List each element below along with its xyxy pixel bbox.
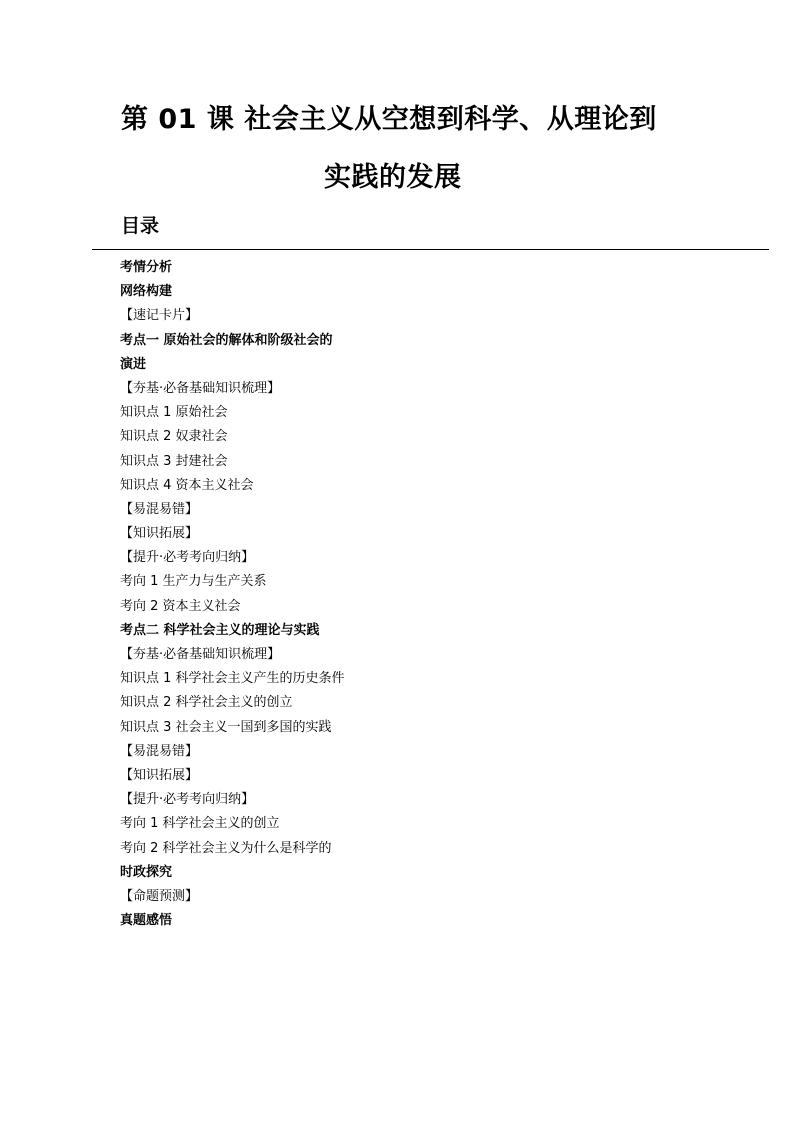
toc-item[interactable]: 【易混易错】 [120,743,199,759]
toc-item[interactable]: 【提升·必考考向归纳】 [120,550,255,566]
toc-item[interactable]: 知识点 2 奴隶社会 [120,429,228,445]
toc-item[interactable]: 时政探究 [120,864,173,880]
toc-item[interactable]: 【提升·必考考向归纳】 [120,792,255,808]
toc-item[interactable]: 【知识拓展】 [120,767,199,783]
toc-item[interactable]: 知识点 3 封建社会 [120,453,228,469]
toc-item[interactable]: 知识点 3 社会主义一国到多国的实践 [120,719,332,735]
toc-item[interactable]: 真题感悟 [120,913,173,929]
toc-item[interactable]: 演进 [120,356,147,372]
toc-item[interactable]: 【知识拓展】 [120,526,199,542]
toc-item[interactable]: 【夯基·必备基础知识梳理】 [120,380,281,396]
toc-list [120,256,345,933]
toc-item[interactable]: 知识点 1 科学社会主义产生的历史条件 [120,671,345,687]
toc-item[interactable]: 考向 2 资本主义社会 [120,598,241,614]
toc-item[interactable]: 知识点 4 资本主义社会 [120,477,254,493]
document-title-line-2: 实践的发展 [324,162,462,193]
toc-item[interactable]: 考向 1 科学社会主义的创立 [120,816,280,832]
toc-item[interactable]: 知识点 1 原始社会 [120,405,228,421]
toc-item[interactable]: 【命题预测】 [120,888,199,904]
toc-item[interactable]: 【夯基·必备基础知识梳理】 [120,647,281,662]
toc-item[interactable]: 知识点 2 科学社会主义的创立 [120,695,293,711]
toc-item[interactable]: 【易混易错】 [120,501,199,517]
toc-item[interactable]: 考向 2 科学社会主义为什么是科学的 [120,840,332,856]
document-title-line-1: 第 01 课 社会主义从空想到科学、从理论到 [121,104,657,135]
toc-heading: 目录 [121,215,160,237]
toc-divider [92,249,769,250]
toc-item[interactable]: 考点二 科学社会主义的理论与实践 [120,622,320,638]
toc-item[interactable]: 考情分析 [120,260,173,275]
toc-item[interactable]: 考点一 原始社会的解体和阶级社会的 [120,332,333,348]
toc-item[interactable]: 网络构建 [120,284,173,300]
toc-item[interactable]: 【速记卡片】 [120,308,199,324]
toc-item[interactable]: 考向 1 生产力与生产关系 [120,574,267,590]
